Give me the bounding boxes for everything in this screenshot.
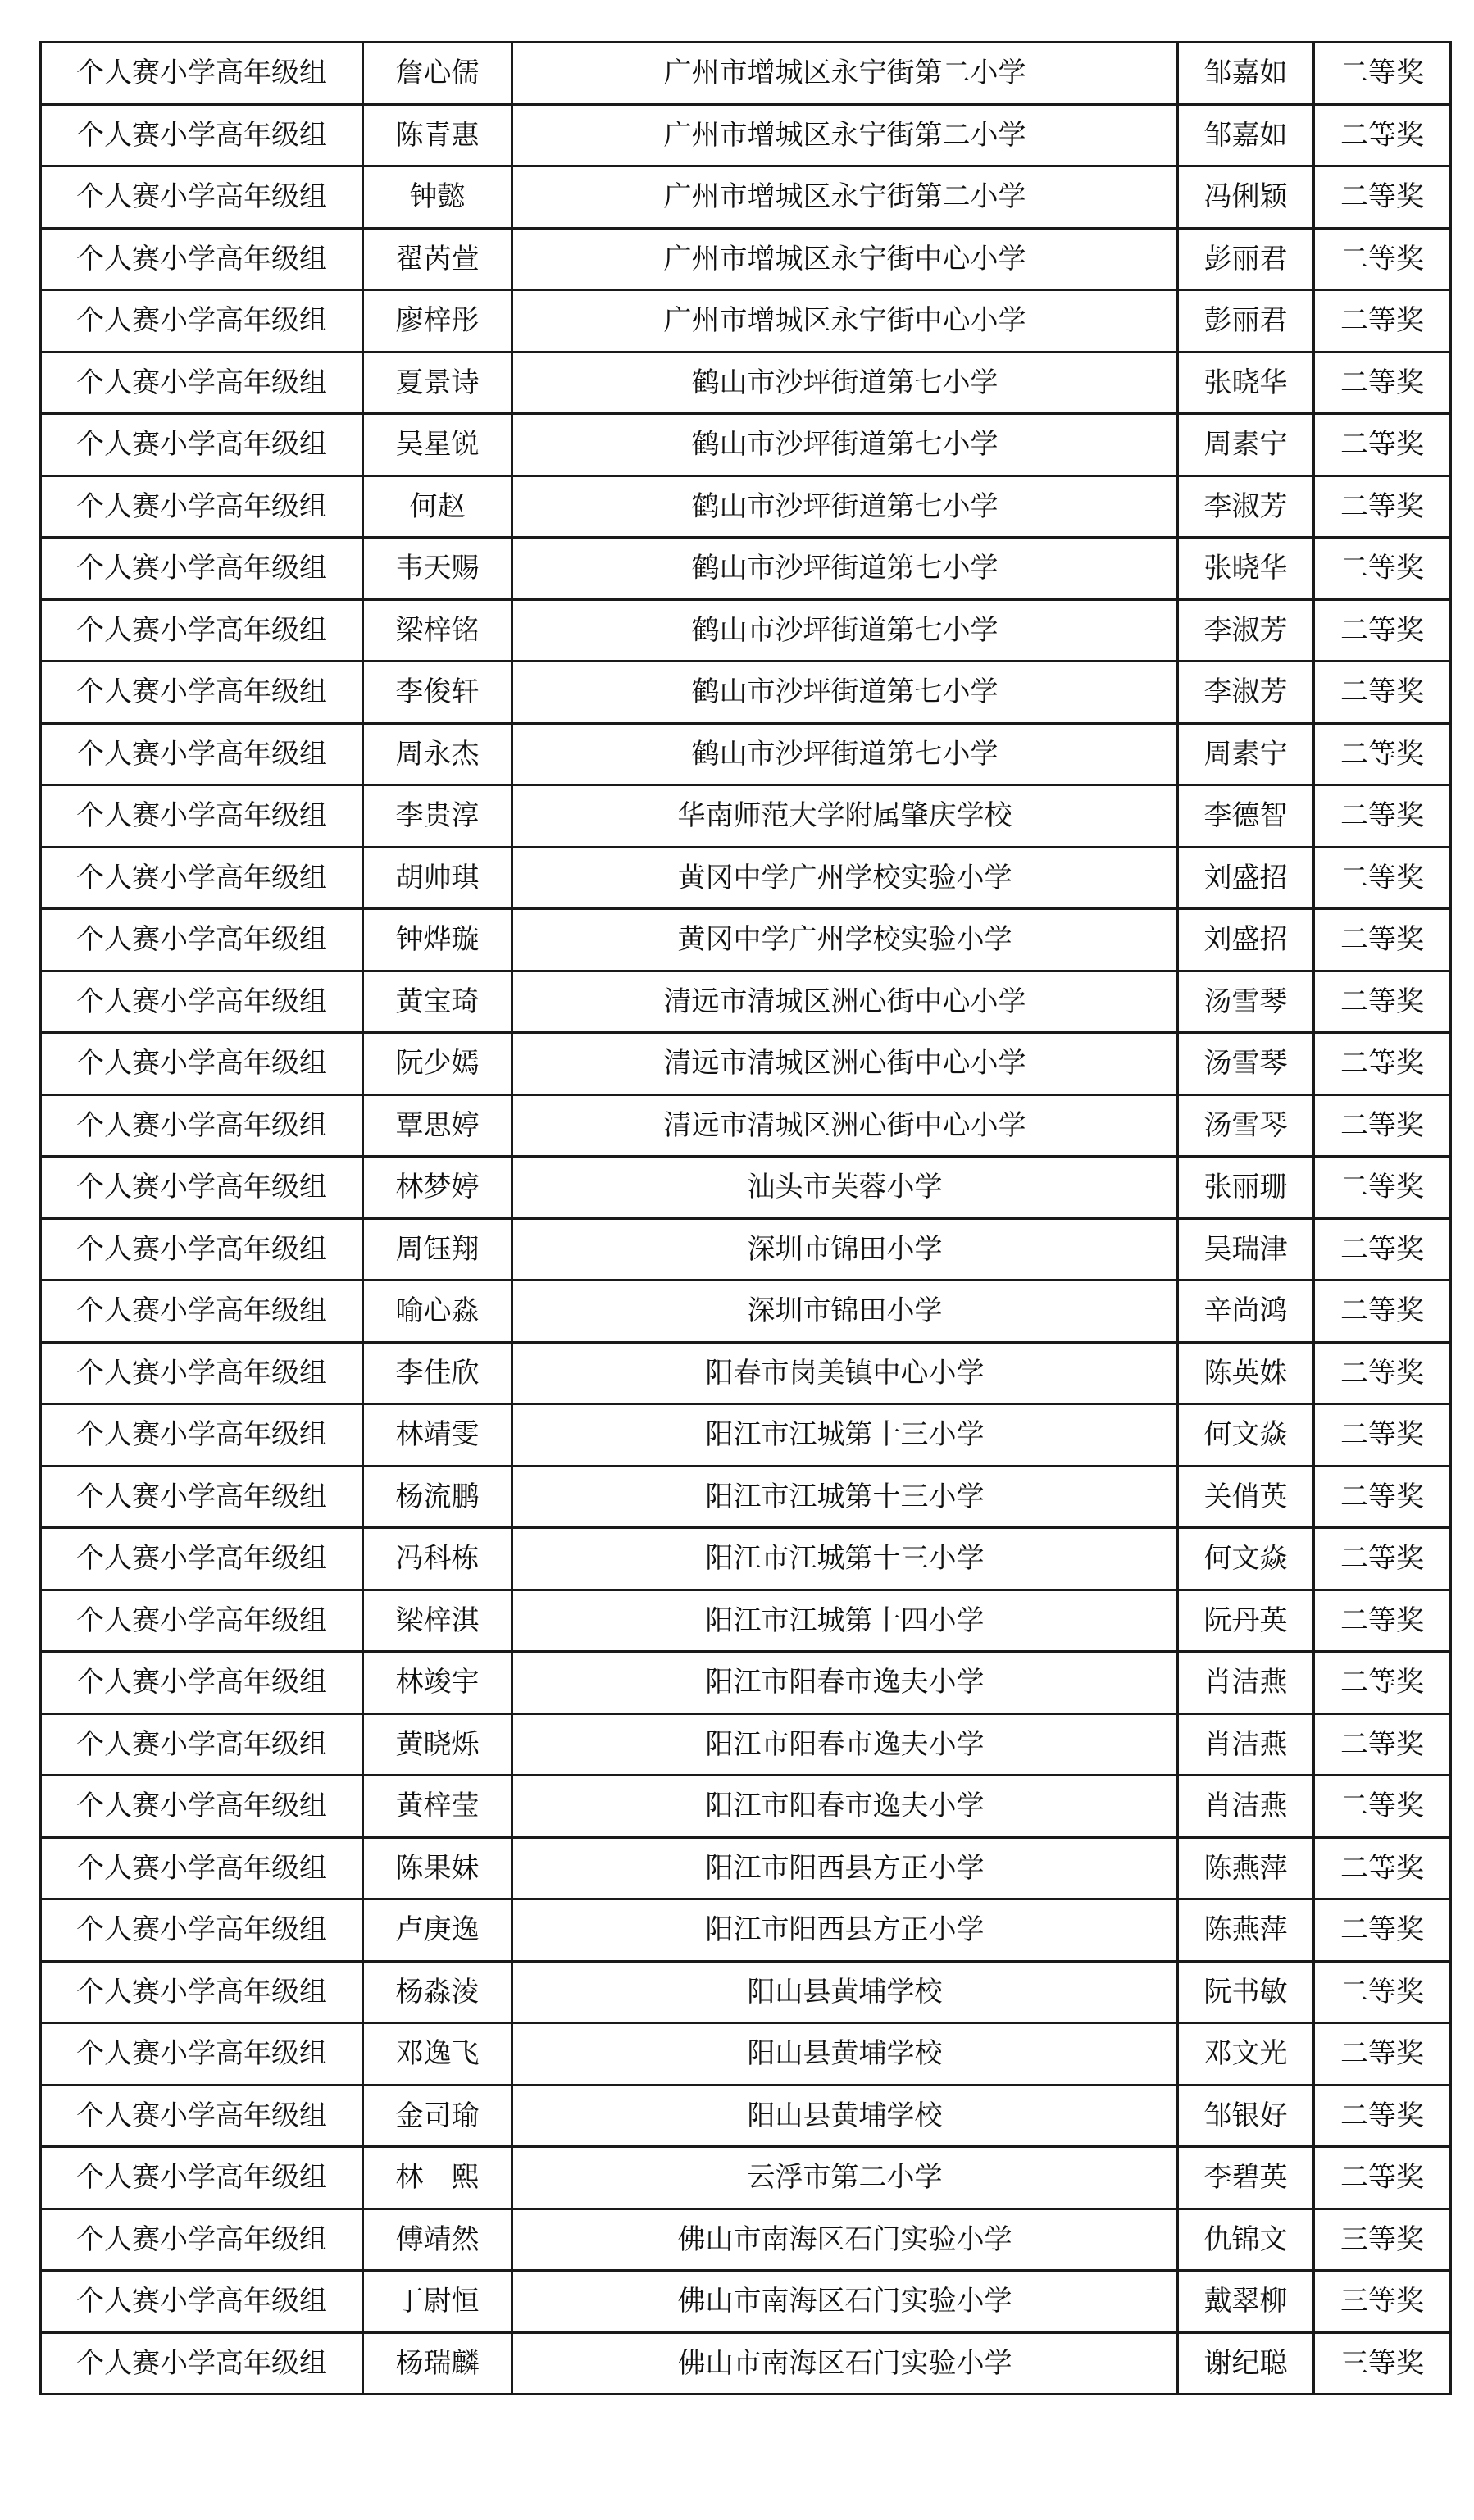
school-cell: 阳江市阳春市逸夫小学 — [512, 1652, 1178, 1714]
prize-cell: 二等奖 — [1314, 43, 1451, 105]
award-table-body — [41, 43, 1451, 2395]
teacher-cell: 阮书敏 — [1178, 1961, 1314, 2023]
table-row — [41, 166, 1451, 229]
prize-cell: 二等奖 — [1314, 1837, 1451, 1899]
table-row — [41, 1342, 1451, 1404]
category-cell: 个人赛小学高年级组 — [41, 166, 363, 229]
teacher-cell: 阮丹英 — [1178, 1590, 1314, 1652]
table-row — [41, 475, 1451, 538]
table-row — [41, 971, 1451, 1033]
table-row — [41, 723, 1451, 785]
teacher-cell: 刘盛招 — [1178, 909, 1314, 971]
category-cell: 个人赛小学高年级组 — [41, 475, 363, 538]
category-cell: 个人赛小学高年级组 — [41, 352, 363, 414]
table-row — [41, 1776, 1451, 1838]
school-cell: 阳江市阳西县方正小学 — [512, 1837, 1178, 1899]
teacher-cell: 李德智 — [1178, 785, 1314, 848]
prize-cell: 二等奖 — [1314, 2085, 1451, 2147]
category-cell: 个人赛小学高年级组 — [41, 1776, 363, 1838]
prize-cell: 二等奖 — [1314, 662, 1451, 724]
teacher-cell: 何文焱 — [1178, 1404, 1314, 1467]
student-name-cell: 何赵 — [363, 475, 512, 538]
student-name-cell: 李贵淳 — [363, 785, 512, 848]
teacher-cell: 肖洁燕 — [1178, 1713, 1314, 1776]
student-name-cell: 黄宝琦 — [363, 971, 512, 1033]
teacher-cell: 关俏英 — [1178, 1466, 1314, 1528]
category-cell: 个人赛小学高年级组 — [41, 290, 363, 353]
category-cell: 个人赛小学高年级组 — [41, 1033, 363, 1095]
school-cell: 黄冈中学广州学校实验小学 — [512, 847, 1178, 909]
category-cell: 个人赛小学高年级组 — [41, 2332, 363, 2395]
student-name-cell: 周永杰 — [363, 723, 512, 785]
prize-cell: 二等奖 — [1314, 1899, 1451, 1962]
category-cell: 个人赛小学高年级组 — [41, 1404, 363, 1467]
category-cell: 个人赛小学高年级组 — [41, 538, 363, 600]
table-row — [41, 1466, 1451, 1528]
prize-cell: 二等奖 — [1314, 909, 1451, 971]
school-cell: 佛山市南海区石门实验小学 — [512, 2271, 1178, 2333]
prize-cell: 二等奖 — [1314, 1033, 1451, 1095]
student-name-cell: 杨流鹏 — [363, 1466, 512, 1528]
prize-cell: 二等奖 — [1314, 1590, 1451, 1652]
table-row — [41, 1899, 1451, 1962]
category-cell: 个人赛小学高年级组 — [41, 1961, 363, 2023]
student-name-cell: 韦天赐 — [363, 538, 512, 600]
teacher-cell: 邓文光 — [1178, 2023, 1314, 2086]
prize-cell: 二等奖 — [1314, 1713, 1451, 1776]
prize-cell: 三等奖 — [1314, 2332, 1451, 2395]
school-cell: 阳山县黄埔学校 — [512, 2085, 1178, 2147]
student-name-cell: 胡帅琪 — [363, 847, 512, 909]
table-row — [41, 1218, 1451, 1280]
table-row — [41, 43, 1451, 105]
prize-cell: 二等奖 — [1314, 1528, 1451, 1590]
student-name-cell: 陈青惠 — [363, 104, 512, 166]
teacher-cell: 彭丽君 — [1178, 228, 1314, 290]
teacher-cell: 汤雪琴 — [1178, 971, 1314, 1033]
table-row — [41, 1094, 1451, 1157]
table-row — [41, 785, 1451, 848]
category-cell: 个人赛小学高年级组 — [41, 971, 363, 1033]
school-cell: 阳江市阳春市逸夫小学 — [512, 1713, 1178, 1776]
table-row — [41, 2208, 1451, 2271]
teacher-cell: 何文焱 — [1178, 1528, 1314, 1590]
prize-cell: 二等奖 — [1314, 538, 1451, 600]
teacher-cell: 李淑芳 — [1178, 475, 1314, 538]
student-name-cell: 林竣宇 — [363, 1652, 512, 1714]
category-cell: 个人赛小学高年级组 — [41, 1157, 363, 1219]
prize-cell: 二等奖 — [1314, 228, 1451, 290]
category-cell: 个人赛小学高年级组 — [41, 662, 363, 724]
category-cell: 个人赛小学高年级组 — [41, 1652, 363, 1714]
category-cell: 个人赛小学高年级组 — [41, 2023, 363, 2086]
student-name-cell: 杨淼淩 — [363, 1961, 512, 2023]
teacher-cell: 周素宁 — [1178, 414, 1314, 476]
prize-cell: 二等奖 — [1314, 1961, 1451, 2023]
prize-cell: 二等奖 — [1314, 1280, 1451, 1343]
teacher-cell: 仇锦文 — [1178, 2208, 1314, 2271]
school-cell: 深圳市锦田小学 — [512, 1218, 1178, 1280]
table-row — [41, 1404, 1451, 1467]
category-cell: 个人赛小学高年级组 — [41, 1280, 363, 1343]
category-cell: 个人赛小学高年级组 — [41, 1342, 363, 1404]
student-name-cell: 林靖雯 — [363, 1404, 512, 1467]
prize-cell: 二等奖 — [1314, 104, 1451, 166]
teacher-cell: 邹嘉如 — [1178, 43, 1314, 105]
student-name-cell: 卢庚逸 — [363, 1899, 512, 1962]
table-row — [41, 104, 1451, 166]
school-cell: 清远市清城区洲心街中心小学 — [512, 971, 1178, 1033]
student-name-cell: 钟烨璇 — [363, 909, 512, 971]
table-row — [41, 2332, 1451, 2395]
school-cell: 广州市增城区永宁街第二小学 — [512, 166, 1178, 229]
school-cell: 鹤山市沙坪街道第七小学 — [512, 352, 1178, 414]
teacher-cell: 汤雪琴 — [1178, 1094, 1314, 1157]
prize-cell: 三等奖 — [1314, 2208, 1451, 2271]
table-row — [41, 599, 1451, 662]
student-name-cell: 周钰翔 — [363, 1218, 512, 1280]
category-cell: 个人赛小学高年级组 — [41, 1837, 363, 1899]
student-name-cell: 陈果妹 — [363, 1837, 512, 1899]
school-cell: 阳春市岗美镇中心小学 — [512, 1342, 1178, 1404]
prize-cell: 二等奖 — [1314, 2023, 1451, 2086]
prize-cell: 二等奖 — [1314, 1157, 1451, 1219]
teacher-cell: 肖洁燕 — [1178, 1776, 1314, 1838]
teacher-cell: 辛尚鸿 — [1178, 1280, 1314, 1343]
category-cell: 个人赛小学高年级组 — [41, 1713, 363, 1776]
prize-cell: 二等奖 — [1314, 352, 1451, 414]
school-cell: 鹤山市沙坪街道第七小学 — [512, 414, 1178, 476]
category-cell: 个人赛小学高年级组 — [41, 1218, 363, 1280]
school-cell: 华南师范大学附属肇庆学校 — [512, 785, 1178, 848]
student-name-cell: 李俊轩 — [363, 662, 512, 724]
prize-cell: 二等奖 — [1314, 1652, 1451, 1714]
school-cell: 阳江市江城第十三小学 — [512, 1466, 1178, 1528]
prize-cell: 二等奖 — [1314, 290, 1451, 353]
prize-cell: 三等奖 — [1314, 2271, 1451, 2333]
prize-cell: 二等奖 — [1314, 414, 1451, 476]
student-name-cell: 吴星锐 — [363, 414, 512, 476]
category-cell: 个人赛小学高年级组 — [41, 723, 363, 785]
prize-cell: 二等奖 — [1314, 1404, 1451, 1467]
prize-cell: 二等奖 — [1314, 2147, 1451, 2209]
school-cell: 佛山市南海区石门实验小学 — [512, 2332, 1178, 2395]
category-cell: 个人赛小学高年级组 — [41, 104, 363, 166]
teacher-cell: 陈英姝 — [1178, 1342, 1314, 1404]
table-row — [41, 847, 1451, 909]
student-name-cell: 黄梓莹 — [363, 1776, 512, 1838]
table-row — [41, 538, 1451, 600]
school-cell: 清远市清城区洲心街中心小学 — [512, 1033, 1178, 1095]
teacher-cell: 肖洁燕 — [1178, 1652, 1314, 1714]
teacher-cell: 张晓华 — [1178, 538, 1314, 600]
teacher-cell: 李碧英 — [1178, 2147, 1314, 2209]
school-cell: 阳江市江城第十四小学 — [512, 1590, 1178, 1652]
school-cell: 鹤山市沙坪街道第七小学 — [512, 723, 1178, 785]
prize-cell: 二等奖 — [1314, 723, 1451, 785]
table-row — [41, 1837, 1451, 1899]
school-cell: 阳山县黄埔学校 — [512, 2023, 1178, 2086]
school-cell: 鹤山市沙坪街道第七小学 — [512, 538, 1178, 600]
teacher-cell: 邹银好 — [1178, 2085, 1314, 2147]
school-cell: 深圳市锦田小学 — [512, 1280, 1178, 1343]
school-cell: 汕头市芙蓉小学 — [512, 1157, 1178, 1219]
table-row — [41, 2085, 1451, 2147]
teacher-cell: 陈燕萍 — [1178, 1899, 1314, 1962]
student-name-cell: 金司瑜 — [363, 2085, 512, 2147]
school-cell: 清远市清城区洲心街中心小学 — [512, 1094, 1178, 1157]
teacher-cell: 汤雪琴 — [1178, 1033, 1314, 1095]
student-name-cell: 阮少嫣 — [363, 1033, 512, 1095]
category-cell: 个人赛小学高年级组 — [41, 909, 363, 971]
school-cell: 广州市增城区永宁街第二小学 — [512, 43, 1178, 105]
table-row — [41, 1713, 1451, 1776]
school-cell: 阳江市阳西县方正小学 — [512, 1899, 1178, 1962]
table-row — [41, 2271, 1451, 2333]
school-cell: 阳江市江城第十三小学 — [512, 1404, 1178, 1467]
prize-cell: 二等奖 — [1314, 1776, 1451, 1838]
table-row — [41, 228, 1451, 290]
table-row — [41, 1528, 1451, 1590]
table-row — [41, 1652, 1451, 1714]
category-cell: 个人赛小学高年级组 — [41, 2085, 363, 2147]
student-name-cell: 李佳欣 — [363, 1342, 512, 1404]
student-name-cell: 邓逸飞 — [363, 2023, 512, 2086]
teacher-cell: 刘盛招 — [1178, 847, 1314, 909]
student-name-cell: 廖梓彤 — [363, 290, 512, 353]
teacher-cell: 陈燕萍 — [1178, 1837, 1314, 1899]
teacher-cell: 李淑芳 — [1178, 599, 1314, 662]
student-name-cell: 林梦婷 — [363, 1157, 512, 1219]
table-row — [41, 352, 1451, 414]
teacher-cell: 周素宁 — [1178, 723, 1314, 785]
student-name-cell: 覃思婷 — [363, 1094, 512, 1157]
category-cell: 个人赛小学高年级组 — [41, 1466, 363, 1528]
student-name-cell: 梁梓铭 — [363, 599, 512, 662]
school-cell: 广州市增城区永宁街第二小学 — [512, 104, 1178, 166]
category-cell: 个人赛小学高年级组 — [41, 1094, 363, 1157]
prize-cell: 二等奖 — [1314, 847, 1451, 909]
category-cell: 个人赛小学高年级组 — [41, 785, 363, 848]
student-name-cell: 傅靖然 — [363, 2208, 512, 2271]
category-cell: 个人赛小学高年级组 — [41, 228, 363, 290]
teacher-cell: 张晓华 — [1178, 352, 1314, 414]
teacher-cell: 戴翠柳 — [1178, 2271, 1314, 2333]
school-cell: 广州市增城区永宁街中心小学 — [512, 290, 1178, 353]
teacher-cell: 彭丽君 — [1178, 290, 1314, 353]
prize-cell: 二等奖 — [1314, 1094, 1451, 1157]
school-cell: 鹤山市沙坪街道第七小学 — [512, 475, 1178, 538]
table-row — [41, 290, 1451, 353]
category-cell: 个人赛小学高年级组 — [41, 847, 363, 909]
school-cell: 云浮市第二小学 — [512, 2147, 1178, 2209]
prize-cell: 二等奖 — [1314, 785, 1451, 848]
teacher-cell: 李淑芳 — [1178, 662, 1314, 724]
student-name-cell: 喻心淼 — [363, 1280, 512, 1343]
school-cell: 鹤山市沙坪街道第七小学 — [512, 662, 1178, 724]
school-cell: 阳江市阳春市逸夫小学 — [512, 1776, 1178, 1838]
student-name-cell: 丁尉恒 — [363, 2271, 512, 2333]
table-row — [41, 1157, 1451, 1219]
table-row — [41, 2147, 1451, 2209]
school-cell: 阳山县黄埔学校 — [512, 1961, 1178, 2023]
prize-cell: 二等奖 — [1314, 166, 1451, 229]
table-row — [41, 662, 1451, 724]
award-table — [39, 41, 1452, 2395]
student-name-cell: 冯科栋 — [363, 1528, 512, 1590]
teacher-cell: 冯俐颖 — [1178, 166, 1314, 229]
category-cell: 个人赛小学高年级组 — [41, 1590, 363, 1652]
table-row — [41, 414, 1451, 476]
student-name-cell: 詹心儒 — [363, 43, 512, 105]
school-cell: 阳江市江城第十三小学 — [512, 1528, 1178, 1590]
table-row — [41, 909, 1451, 971]
table-row — [41, 1590, 1451, 1652]
table-row — [41, 1280, 1451, 1343]
school-cell: 广州市增城区永宁街中心小学 — [512, 228, 1178, 290]
teacher-cell: 谢纪聪 — [1178, 2332, 1314, 2395]
category-cell: 个人赛小学高年级组 — [41, 2271, 363, 2333]
prize-cell: 二等奖 — [1314, 1466, 1451, 1528]
category-cell: 个人赛小学高年级组 — [41, 43, 363, 105]
prize-cell: 二等奖 — [1314, 1218, 1451, 1280]
category-cell: 个人赛小学高年级组 — [41, 599, 363, 662]
student-name-cell: 翟芮萱 — [363, 228, 512, 290]
table-row — [41, 1961, 1451, 2023]
prize-cell: 二等奖 — [1314, 971, 1451, 1033]
category-cell: 个人赛小学高年级组 — [41, 1899, 363, 1962]
student-name-cell: 林 熙 — [363, 2147, 512, 2209]
school-cell: 黄冈中学广州学校实验小学 — [512, 909, 1178, 971]
student-name-cell: 杨瑞麟 — [363, 2332, 512, 2395]
student-name-cell: 钟懿 — [363, 166, 512, 229]
teacher-cell: 邹嘉如 — [1178, 104, 1314, 166]
teacher-cell: 吴瑞津 — [1178, 1218, 1314, 1280]
category-cell: 个人赛小学高年级组 — [41, 2147, 363, 2209]
school-cell: 佛山市南海区石门实验小学 — [512, 2208, 1178, 2271]
prize-cell: 二等奖 — [1314, 1342, 1451, 1404]
prize-cell: 二等奖 — [1314, 599, 1451, 662]
school-cell: 鹤山市沙坪街道第七小学 — [512, 599, 1178, 662]
table-row — [41, 1033, 1451, 1095]
category-cell: 个人赛小学高年级组 — [41, 414, 363, 476]
prize-cell: 二等奖 — [1314, 475, 1451, 538]
teacher-cell: 张丽珊 — [1178, 1157, 1314, 1219]
table-row — [41, 2023, 1451, 2086]
student-name-cell: 梁梓淇 — [363, 1590, 512, 1652]
category-cell: 个人赛小学高年级组 — [41, 2208, 363, 2271]
student-name-cell: 黄晓烁 — [363, 1713, 512, 1776]
category-cell: 个人赛小学高年级组 — [41, 1528, 363, 1590]
student-name-cell: 夏景诗 — [363, 352, 512, 414]
